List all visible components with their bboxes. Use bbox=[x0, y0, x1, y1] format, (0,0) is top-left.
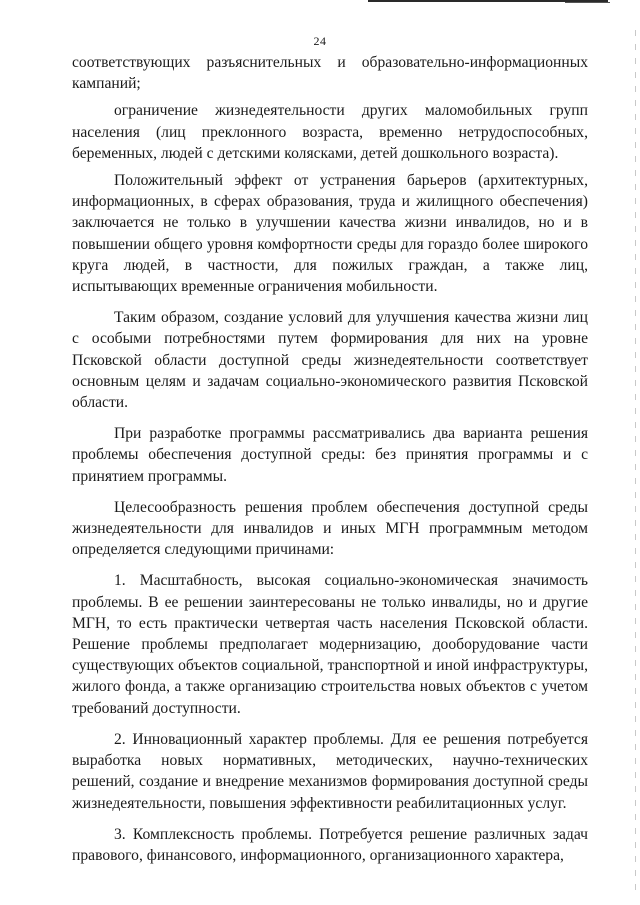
paragraph-8: 2. Инновационный характер проблемы. Для ее решения потребуется выработка новых нормативных, методических, научно-технических решений, создание и внедрение механизмов формирования доступной среды жизнедеятельности, повышения эффективности реабилитационных услуг. bbox=[72, 730, 588, 812]
paragraph-2: ограничение жизнедеятельности других маломобильных групп населения (лиц преклонного возраста, временно нетрудоспособных, беременных, людей с детскими колясками, детей дошкольного возраста). bbox=[72, 102, 588, 162]
paragraph-4: Таким образом, создание условий для улучшения качества жизни лиц с особыми потребностями путем формирования для них на уровне Псковской области доступной среды жизнедеятельности соответствует основным целям и задачам социально-экономического развития Псковской области. bbox=[72, 309, 588, 412]
page-number: 24 bbox=[313, 34, 327, 48]
paragraph-9: 3. Комплексность проблемы. Потребуется решение различных задач правового, финансового, информационного, организационного характера, bbox=[72, 825, 588, 864]
paragraph-5: При разработке программы рассматривались два варианта решения проблемы обеспечения доступной среды: без принятия программы и с принятием программы. bbox=[72, 425, 588, 485]
document-body bbox=[72, 52, 588, 876]
paragraph-3: Положительный эффект от устранения барьеров (архитектурных, информационных, в сферах образования, труда и жилищного обеспечения) заключается не только в улучшении качества жизни инвалидов, но и в повышении общего уровня комфортности среды для гораздо более широкого круга людей, в частности, для пожилых граждан, а также лиц, испытывающих временные ограничения мобильности. bbox=[72, 172, 588, 296]
paragraph-1: соответствующих разъяснительных и образовательно-информационных кампаний; bbox=[72, 54, 588, 93]
paragraph-7: 1. Масштабность, высокая социально-экономическая значимость проблемы. В ее решении заинтересованы не только инвалиды, но и другие МГН, то есть практически четвертая часть населения Псковской области. Решение проблемы предполагает модернизацию, дооборудование части существующих объектов социальной, транспортной и иной инфраструктуры, жилого фонда, а также организацию строительства новых объектов с учетом требований доступности. bbox=[72, 572, 588, 717]
scan-edge-mark bbox=[565, 2, 610, 3]
paragraph-6: Целесообразность решения проблем обеспечения доступной среды жизнедеятельности для инвалидов и иных МГН программным методом определяется следующими причинами: bbox=[72, 498, 588, 559]
scan-edge-right bbox=[635, 30, 636, 890]
